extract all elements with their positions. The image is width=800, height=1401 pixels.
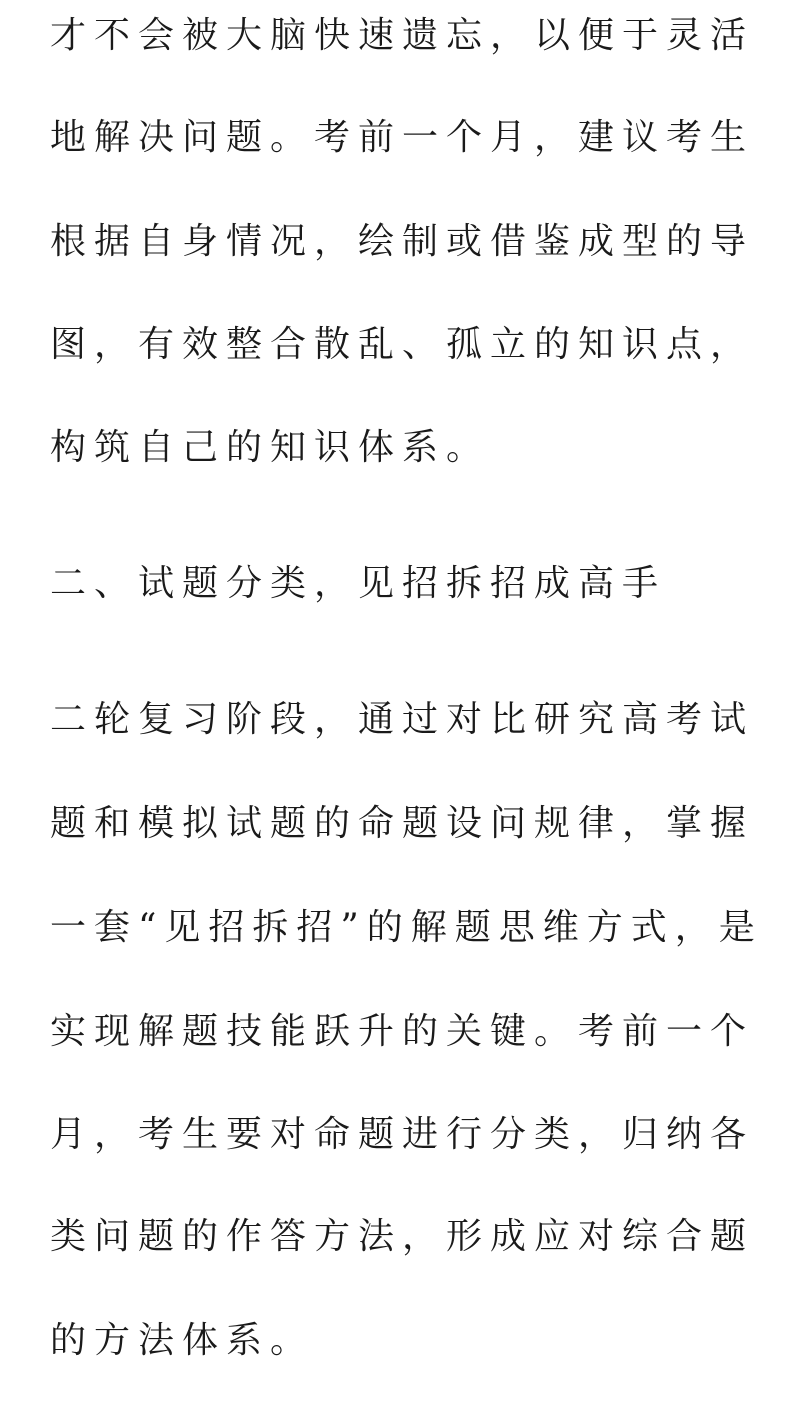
text-line: 的方法体系。 — [50, 1320, 315, 1361]
text-line: 图，有效整合散乱、孤立的知识点， — [50, 324, 755, 365]
text-line: 地解决问题。考前一个月，建议考生 — [50, 117, 755, 158]
text-line: 才不会被大脑快速遗忘，以便于灵活 — [50, 15, 755, 56]
text-line: 题和模拟试题的命题设问规律，掌握 — [50, 803, 755, 844]
section-heading: 二、试题分类，见招拆招成高手 — [50, 563, 667, 604]
text-line: 二轮复习阶段，通过对比研究高考试 — [50, 699, 755, 740]
text-line: 根据自身情况，绘制或借鉴成型的导 — [50, 221, 755, 262]
text-line: 类问题的作答方法，形成应对综合题 — [50, 1216, 755, 1257]
text-line: 一套“见招拆招”的解题思维方式，是 — [50, 907, 763, 948]
text-line: 月，考生要对命题进行分类，归纳各 — [50, 1114, 755, 1155]
text-line: 实现解题技能跃升的关键。考前一个 — [50, 1011, 755, 1052]
text-line: 构筑自己的知识体系。 — [50, 427, 491, 468]
